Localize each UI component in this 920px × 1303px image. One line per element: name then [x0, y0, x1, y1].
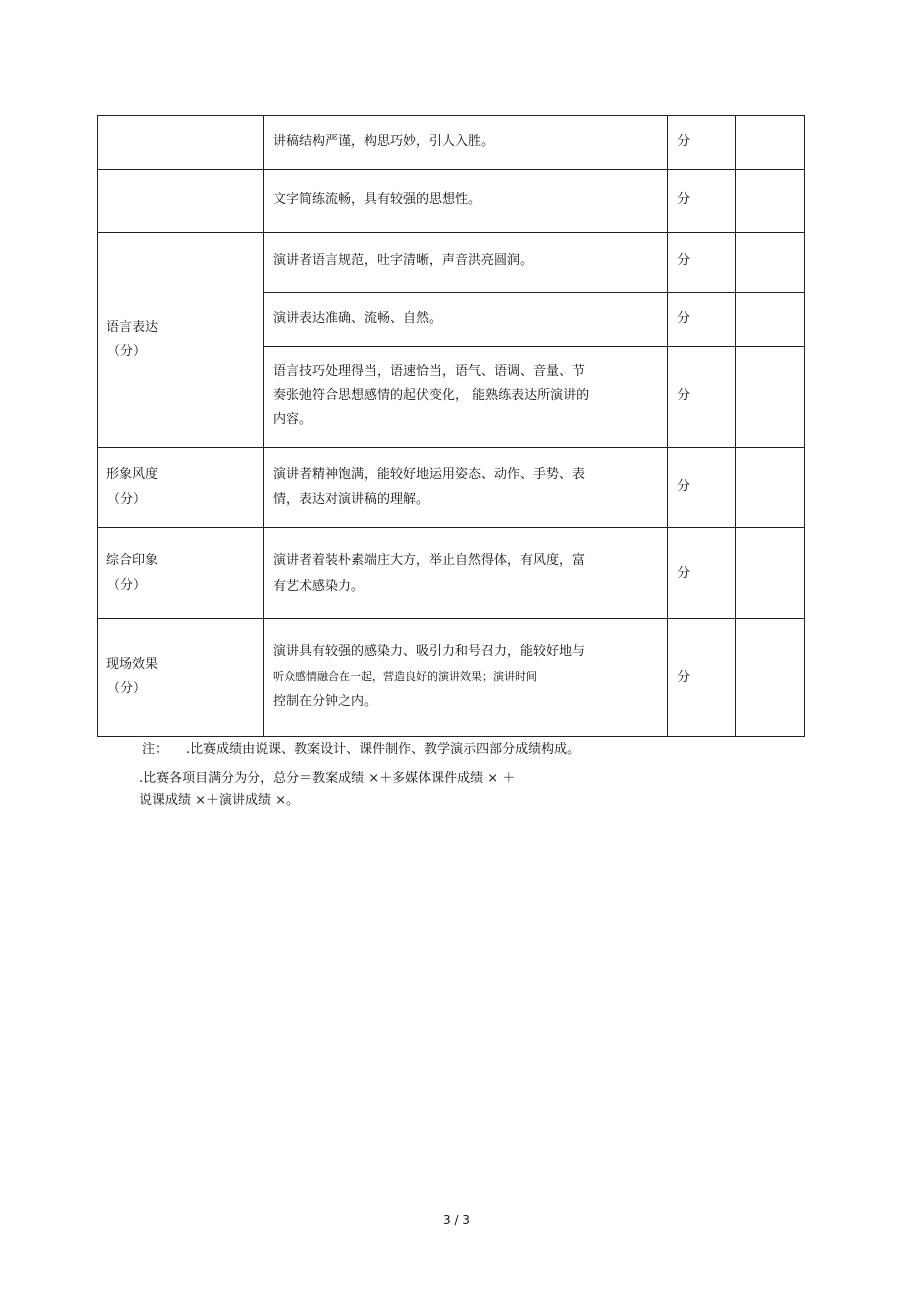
notes-label: 注： [142, 742, 169, 757]
score-unit: 分 [677, 479, 691, 494]
criteria-text: 演讲表达准确、流畅、自然。 [273, 311, 443, 326]
table-border [667, 115, 668, 737]
criteria-text: 听众感情融合在一起，营造良好的演讲效果；演讲时间 [273, 670, 537, 683]
table-border [263, 292, 805, 293]
score-unit: 分 [677, 253, 691, 268]
category-unit: （分） [107, 344, 147, 359]
criteria-text: 控制在分钟之内。 [273, 694, 378, 709]
note-line: 说课成绩 ×＋演讲成绩 ×。 [139, 793, 300, 808]
criteria-text: 情，表达对演讲稿的理解。 [273, 492, 430, 507]
table-border [97, 618, 805, 619]
table-border [97, 527, 805, 528]
page-number: 3 / 3 [443, 1213, 470, 1227]
criteria-text: 内容。 [273, 412, 313, 427]
criteria-text: 演讲者着装朴素端庄大方，举止自然得体，有风度，富 [273, 553, 586, 568]
score-unit: 分 [677, 311, 691, 326]
score-unit: 分 [677, 388, 691, 403]
criteria-text: 语言技巧处理得当，语速恰当，语气、语调、音量、节 [273, 364, 586, 379]
table-border [97, 169, 805, 170]
criteria-text: 有艺术感染力。 [273, 579, 365, 594]
criteria-text: 文字简练流畅，具有较强的思想性。 [273, 192, 482, 207]
note-line: .比赛成绩由说课、教案设计、课件制作、教学演示四部分成绩构成。 [186, 742, 581, 757]
criteria-text: 演讲者精神饱满，能较好地运用姿态、动作、手势、表 [273, 467, 586, 482]
category-title: 形象风度 [106, 467, 159, 482]
table-border [735, 115, 736, 737]
table-border [97, 115, 98, 737]
table-border [804, 115, 805, 737]
table-border [263, 346, 805, 347]
score-unit: 分 [677, 192, 691, 207]
score-unit: 分 [677, 566, 691, 581]
score-unit: 分 [677, 670, 691, 685]
category-title: 现场效果 [106, 657, 159, 672]
table-border [263, 115, 264, 737]
category-title: 语言表达 [106, 320, 159, 335]
note-line: .比赛各项目满分为分，总分＝教案成绩 ×＋多媒体课件成绩 × ＋ [139, 771, 516, 786]
category-unit: （分） [107, 681, 147, 696]
table-border [97, 232, 805, 233]
criteria-text: 讲稿结构严谨，构思巧妙，引人入胜。 [273, 134, 495, 149]
category-title: 综合印象 [106, 553, 159, 568]
table-border [97, 736, 805, 737]
table-border [97, 115, 805, 116]
category-unit: （分） [107, 492, 147, 507]
table-border [97, 447, 805, 448]
criteria-text: 演讲具有较强的感染力、吸引力和号召力，能较好地与 [273, 644, 586, 659]
score-unit: 分 [677, 134, 691, 149]
criteria-text: 奏张弛符合思想感情的起伏变化， 能熟练表达所演讲的 [273, 388, 590, 403]
criteria-text: 演讲者语言规范，吐字清晰，声音洪亮圆润。 [273, 253, 534, 268]
category-unit: （分） [107, 578, 147, 593]
